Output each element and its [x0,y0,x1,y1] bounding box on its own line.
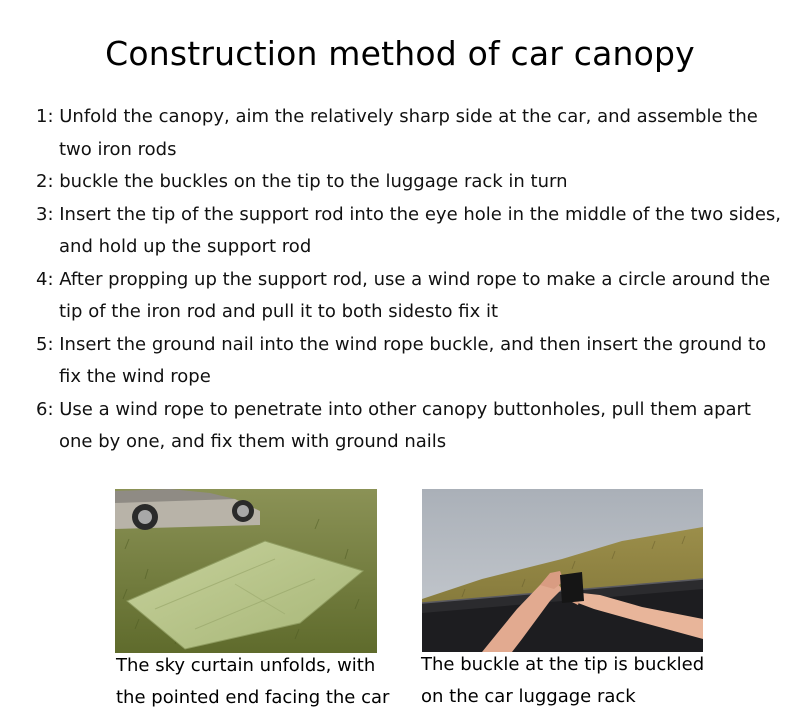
step-1: 1: Unfold the canopy, aim the relatively sharp side at the car, and assemble the two iron rods [36,106,758,160]
canopy-on-grass-photo [115,489,377,653]
page-title: Construction method of car canopy [105,34,695,73]
steps-list [36,101,786,459]
step-6: 6: Use a wind rope to penetrate into other canopy buttonholes, pull them apart one by one, and fix them with ground nails [36,398,751,452]
step-4: 4: After propping up the support rod, use a wind rope to make a circle around the tip of the iron rod and pull it to both sidesto fix it [36,268,771,322]
photo-caption-left: The sky curtain unfolds, with the pointed end facing the car [116,655,390,708]
photo-caption-right: The buckle at the tip is buckled on the car luggage rack [421,654,705,707]
step-3: 3: Insert the tip of the support rod into the eye hole in the middle of the two sides, and hold up the support rod [36,203,781,257]
hands-buckling-rack-photo [422,489,703,652]
step-5: 5: Insert the ground nail into the wind rope buckle, and then insert the ground to fix the wind rope [36,333,767,387]
step-2: 2: buckle the buckles on the tip to the luggage rack in turn [36,171,568,192]
